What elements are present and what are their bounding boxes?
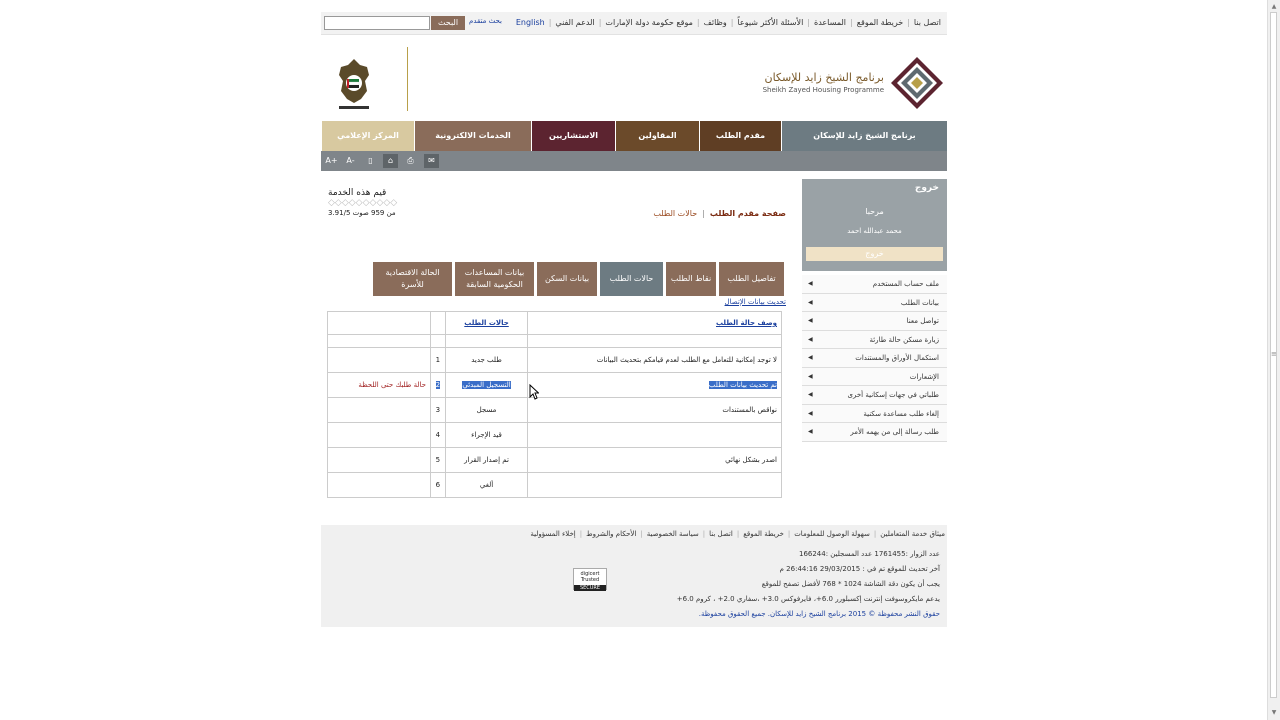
nav-eservices[interactable]: الخدمات الالكترونية <box>414 121 531 151</box>
top-bar <box>321 12 947 35</box>
side-item-emergency-visit[interactable]: زيارة مسكن حالة طارئة ◀ <box>802 331 947 350</box>
program-name-en: Sheikh Zayed Housing Programme <box>762 86 884 94</box>
table-spacer-row <box>328 335 782 348</box>
font-decrease-icon[interactable]: A- <box>346 156 355 165</box>
footer-nav <box>321 525 947 543</box>
table-header-row <box>328 312 782 335</box>
breadcrumb-current: حالات الطلب <box>653 209 698 218</box>
scrollbar-grip-icon: ≡ <box>1271 350 1277 358</box>
tab-family-economic-status[interactable]: الحالة الاقتصادية للأسرة <box>373 262 452 296</box>
login-box-title: خروج <box>914 183 939 193</box>
rating-stars[interactable]: ◇◇◇◇◇◇◇◇◇◇ <box>328 198 398 208</box>
footer-link-disclaimer[interactable]: إخلاء المسؤولية <box>530 530 576 538</box>
side-item-other-requests[interactable]: طلباتي في جهات إسكانية أخرى ◀ <box>802 386 947 405</box>
user-name: محمد عبدالله احمد <box>847 227 902 235</box>
top-links: اتصل بنا | خريطة الموقع | المساعدة | الأسئلة الأكثر شيوعاً | وظائف | موقع حكومة دولة الإمارات | الدعم الفني | English <box>515 18 941 27</box>
scroll-down-icon[interactable]: ▼ <box>1271 709 1277 716</box>
print-icon[interactable]: ⎙ <box>407 156 414 165</box>
chevron-left-icon: ◀ <box>808 354 813 361</box>
footer-link-privacy[interactable]: سياسة الخصوصية <box>646 530 699 538</box>
tab-housing-data[interactable]: بيانات السكن <box>537 262 597 296</box>
font-increase-icon[interactable]: A+ <box>325 156 338 165</box>
side-item-to-whom-letter[interactable]: طلب رسالة إلى من يهمه الأمر ◀ <box>802 423 947 442</box>
mouse-cursor-icon <box>529 384 539 400</box>
digicert-seal-icon[interactable]: digicert Trusted SECURE <box>573 568 607 590</box>
table-row: قيد الإجراء 4 <box>328 423 782 448</box>
scroll-up-icon[interactable]: ▲ <box>1271 3 1277 10</box>
nav-applicant[interactable]: مقدم الطلب <box>699 121 781 151</box>
tab-request-details[interactable]: تفاصيل الطلب <box>719 262 784 296</box>
service-rating <box>328 188 397 217</box>
chevron-left-icon: ◀ <box>808 391 813 398</box>
header <box>321 35 947 121</box>
nav-contractors[interactable]: المقاولين <box>615 121 699 151</box>
visitor-count: عدد الزوار :1761455 عدد المسجلين :166244 <box>798 550 940 558</box>
side-item-request-data[interactable]: بيانات الطلب ◀ <box>802 294 947 313</box>
last-update: آخر تحديث للموقع تم في : 29/03/2015 26:44:16 م <box>779 565 940 573</box>
home-icon[interactable]: ⌂ <box>383 154 398 168</box>
top-link-gov-portal[interactable]: موقع حكومة دولة الإمارات <box>605 18 693 27</box>
footer-links: ميثاق خدمة المتعاملين | سهولة الوصول للمعلومات | خريطة الموقع | اتصل بنا | سياسة الخصوصية | الأحكام والشروط | إخلاء المسؤولية <box>530 530 945 538</box>
table-header-description[interactable]: وصف حالة الطلب <box>528 312 782 335</box>
side-item-documents[interactable]: استكمال الأوراق والمستندات ◀ <box>802 349 947 368</box>
side-item-contact-us[interactable]: تواصل معنا ◀ <box>802 312 947 331</box>
copyright: حقوق النشر محفوظة © 2015 برنامج الشيخ زايد للإسكان. جميع الحقوق محفوظة. <box>698 610 940 618</box>
top-link-sitemap[interactable]: خريطة الموقع <box>856 18 904 27</box>
table-header-num <box>430 312 445 335</box>
nav-housing-programme[interactable]: برنامج الشيخ زايد للإسكان <box>781 121 947 151</box>
table-row: نواقص بالمستندات مسجل 3 <box>328 398 782 423</box>
top-link-contact[interactable]: اتصل بنا <box>913 18 941 27</box>
side-item-user-profile[interactable]: ملف حساب المستخدم ◀ <box>802 275 947 294</box>
page-container <box>321 12 947 627</box>
rating-label: قيم هذه الخدمة <box>328 188 387 198</box>
footer-link-terms[interactable]: الأحكام والشروط <box>586 530 637 538</box>
footer-link-sitemap[interactable]: خريطة الموقع <box>743 530 784 538</box>
top-link-faq[interactable]: الأسئلة الأكثر شيوعاً <box>737 18 804 27</box>
housing-programme-logo-icon <box>889 55 945 111</box>
update-contact-link[interactable]: تحديث بيانات الإتصال <box>724 298 786 306</box>
top-link-help[interactable]: المساعدة <box>814 18 847 27</box>
login-box <box>802 179 947 271</box>
table-row-current: تم تحديث بيانات الطلب التسجيل المبدئي 2 حالة طلبك حتى اللحظة <box>328 373 782 398</box>
chevron-left-icon: ◀ <box>808 335 813 343</box>
footer-link-accessibility[interactable]: سهولة الوصول للمعلومات <box>794 530 870 538</box>
rating-count: 3.91/5 من 959 صوت <box>328 209 396 217</box>
table-row: اصدر بشكل نهائي تم إصدار القرار 5 <box>328 448 782 473</box>
request-tabs <box>373 262 784 296</box>
chevron-left-icon: ◀ <box>808 428 813 435</box>
search-input[interactable] <box>324 16 430 30</box>
chevron-left-icon: ◀ <box>808 317 813 324</box>
page-toolbar <box>321 151 947 171</box>
logout-button[interactable]: خروج <box>806 247 943 261</box>
resolution-note: يجب أن يكون دقة الشاشة 1024 * 768 لأفضل تصفح للموقع <box>761 580 940 588</box>
nav-media-center[interactable]: المركز الإعلامي <box>321 121 414 151</box>
welcome-text: مرحبا <box>865 207 884 216</box>
top-link-jobs[interactable]: وظائف <box>703 18 727 27</box>
table-header-extra <box>328 312 431 335</box>
tab-previous-assistance[interactable]: بيانات المساعدات الحكومية السابقة <box>455 262 534 296</box>
chevron-left-icon: ◀ <box>808 298 813 306</box>
table-header-state[interactable]: حالات الطلب <box>445 312 527 335</box>
language-switch[interactable]: English <box>515 18 545 27</box>
request-status-table <box>327 311 782 498</box>
side-item-cancel-request[interactable]: إلغاء طلب مساعدة سكنية ◀ <box>802 405 947 424</box>
tab-request-status[interactable]: حالات الطلب <box>600 262 663 296</box>
main-navigation <box>321 121 947 151</box>
advanced-search-link[interactable]: بحث متقدم <box>469 17 502 25</box>
header-divider <box>407 47 408 111</box>
footer-link-customer-charter[interactable]: ميثاق خدمة المتعاملين <box>880 530 945 538</box>
search-button[interactable]: البحث <box>431 16 465 30</box>
tab-request-points[interactable]: نقاط الطلب <box>666 262 716 296</box>
nav-consultants[interactable]: الاستشاريين <box>531 121 615 151</box>
side-item-notifications[interactable]: الإشعارات ◀ <box>802 368 947 387</box>
chevron-left-icon: ◀ <box>808 409 813 417</box>
breadcrumb: صفحة مقدم الطلب|حالات الطلب <box>653 209 786 218</box>
uae-emblem-icon <box>333 55 375 113</box>
current-status-note: حالة طلبك حتى اللحظة <box>328 373 431 398</box>
breadcrumb-applicant-page[interactable]: صفحة مقدم الطلب <box>709 209 786 218</box>
browser-support: يدعم مايكروسوفت إنترنت إكسبلورر 6.0+، فايرفوكس 3.0+ ،سفاري 2.0+ ، كروم 6.0+ <box>676 595 940 603</box>
window-scrollbar[interactable] <box>1267 0 1280 720</box>
side-menu <box>802 275 947 442</box>
top-link-support[interactable]: الدعم الفني <box>555 18 595 27</box>
chevron-left-icon: ◀ <box>808 280 813 287</box>
footer-info <box>321 543 947 627</box>
chevron-left-icon: ◀ <box>808 372 813 380</box>
table-row: لا توجد إمكانية للتعامل مع الطلب لعدم قيامكم بتحديث البيانات طلب جديد 1 <box>328 348 782 373</box>
table-row: ألغي 6 <box>328 473 782 498</box>
mail-icon[interactable]: ✉ <box>424 154 439 168</box>
program-name-ar: برنامج الشيخ زايد للإسكان <box>764 71 884 84</box>
bookmark-icon[interactable]: ▯ <box>368 156 373 165</box>
footer-link-contact[interactable]: اتصل بنا <box>709 530 733 538</box>
